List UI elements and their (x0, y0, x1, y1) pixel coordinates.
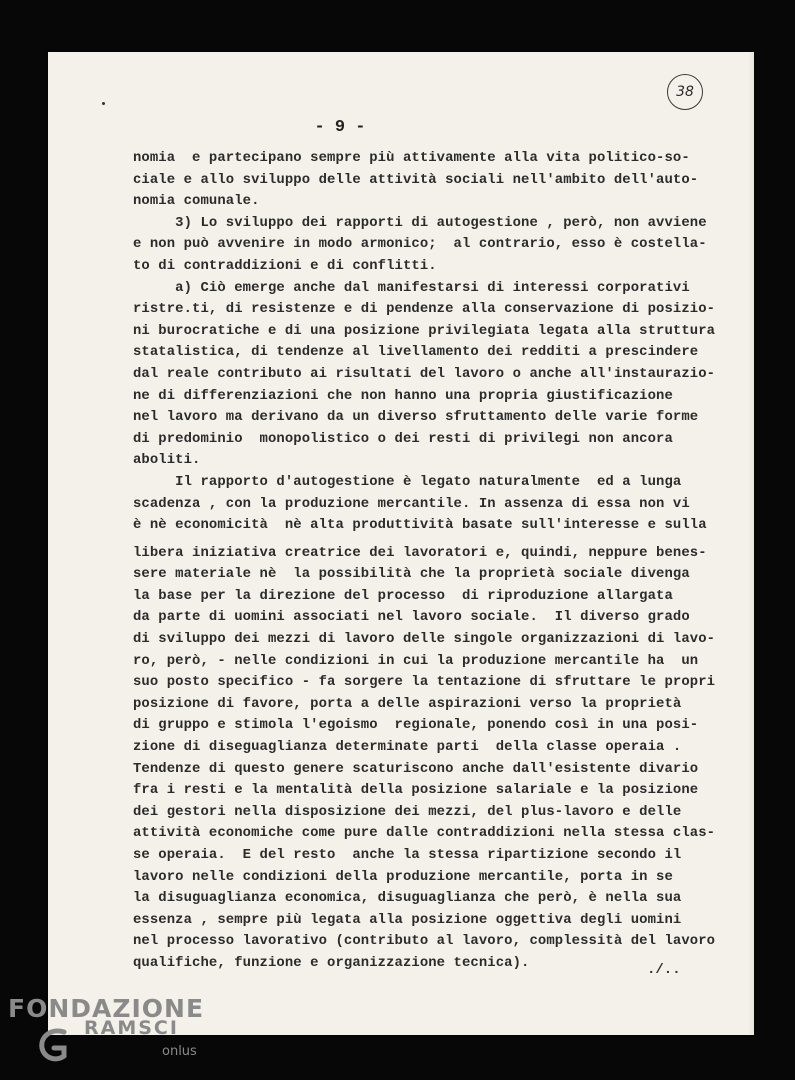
text-line: è nè economicità nè alta produttività basate sull'interesse e sulla (133, 517, 707, 534)
text-line: ristre.ti, di resistenze e di pendenze alla conservazione di posizio- (133, 301, 716, 318)
watermark-line-1: FONDAZIONE (8, 994, 205, 1023)
page-number: - 9 - (314, 118, 366, 137)
text-line: la base per la direzione del processo di riproduzione allargata (133, 587, 673, 604)
text-line: essenza , sempre più legata alla posizione oggettiva degli uomini (133, 911, 682, 928)
text-line: libera iniziativa creatrice dei lavoratori e, quindi, neppure benes- (133, 544, 707, 561)
text-line: se operaia. E del resto anche la stessa ripartizione secondo il (133, 847, 682, 863)
text-line: posizione di favore, porta a delle aspirazioni verso la proprietà (133, 695, 682, 712)
watermark-suffix: onlus (162, 1044, 197, 1059)
text-line: Il rapporto d'autogestione è legato naturalmente ed a lunga (133, 473, 682, 490)
text-line: dal reale contributo ai risultati del lavoro o anche all'instaurazio- (133, 365, 716, 382)
text-line: e non può avvenire in modo armonico; al contrario, esso è costella- (133, 236, 707, 253)
text-line: fra i resti e la mentalità della posizione salariale e la posizione (133, 782, 699, 799)
watermark-line-2: RAMSCI (84, 1017, 179, 1039)
text-line: nomia comunale. (133, 193, 260, 210)
typed-text-body (133, 148, 738, 975)
text-line: dei gestori nella disposizione dei mezzi, del plus-lavoro e delle (133, 803, 682, 820)
text-line: di gruppo e stimola l'egoismo regionale, ponendo così in una posi- (133, 717, 699, 734)
text-line: statalistica, di tendenze al livellamento dei redditi a prescindere (133, 344, 699, 361)
text-line: di sviluppo dei mezzi di lavoro delle singole organizzazioni di lavo- (133, 631, 716, 648)
archive-page-number: 38 (667, 74, 703, 110)
text-line: di predominio monopolistico o dei resti di privilegi non ancora (133, 430, 673, 447)
watermark-g-swirl-icon (34, 1024, 80, 1064)
text-line: ro, però, - nelle condizioni in cui la produzione mercantile ha un (133, 652, 699, 669)
text-line: da parte di uomini associati nel lavoro sociale. Il diverso grado (133, 609, 690, 626)
paper-speck (102, 102, 105, 105)
text-line: ne di differenziazioni che non hanno una propria giustificazione (133, 387, 673, 404)
text-line: aboliti. (133, 452, 201, 469)
text-line: 3) Lo sviluppo dei rapporti di autogestione , però, non avviene (133, 214, 707, 231)
text-line: Tendenze di questo genere scaturiscono anche dall'esistente divario (133, 760, 699, 777)
text-line: ciale e allo sviluppo delle attività sociali nell'ambito dell'auto- (133, 171, 699, 188)
text-line: ni burocratiche e di una posizione privilegiata legata alla struttura (133, 322, 716, 339)
watermark-logo (8, 990, 205, 1070)
text-line: suo posto specifico - fa sorgere la tentazione di sfruttare le propri (133, 674, 716, 691)
text-line: to di contraddizioni e di conflitti. (133, 257, 437, 274)
text-line: scadenza , con la produzione mercantile. In assenza di essa non vi (133, 495, 690, 512)
text-line: a) Ciò emerge anche dal manifestarsi di interessi corporativi (133, 279, 690, 296)
text-line: nomia e partecipano sempre più attivamente alla vita politico-so- (133, 150, 690, 166)
continued-marker: ./.. (647, 962, 681, 978)
text-line: nel lavoro ma derivano da un diverso sfruttamento delle varie forme (133, 409, 699, 426)
text-line: attività economiche come pure dalle contraddizioni nella stessa clas- (133, 825, 716, 842)
text-line: sere materiale nè la possibilità che la proprietà sociale divenga (133, 566, 690, 583)
text-line: la disuguaglianza economica, disuguaglianza che però, è nella sua (133, 890, 682, 907)
text-line: nel processo lavorativo (contributo al lavoro, complessità del lavoro (133, 933, 716, 950)
text-line: qualifiche, funzione e organizzazione tecnica). (133, 954, 530, 971)
text-line: zione di diseguaglianza determinate parti della classe operaia . (133, 739, 682, 756)
text-line: lavoro nelle condizioni della produzione mercantile, porta in se (133, 868, 673, 885)
